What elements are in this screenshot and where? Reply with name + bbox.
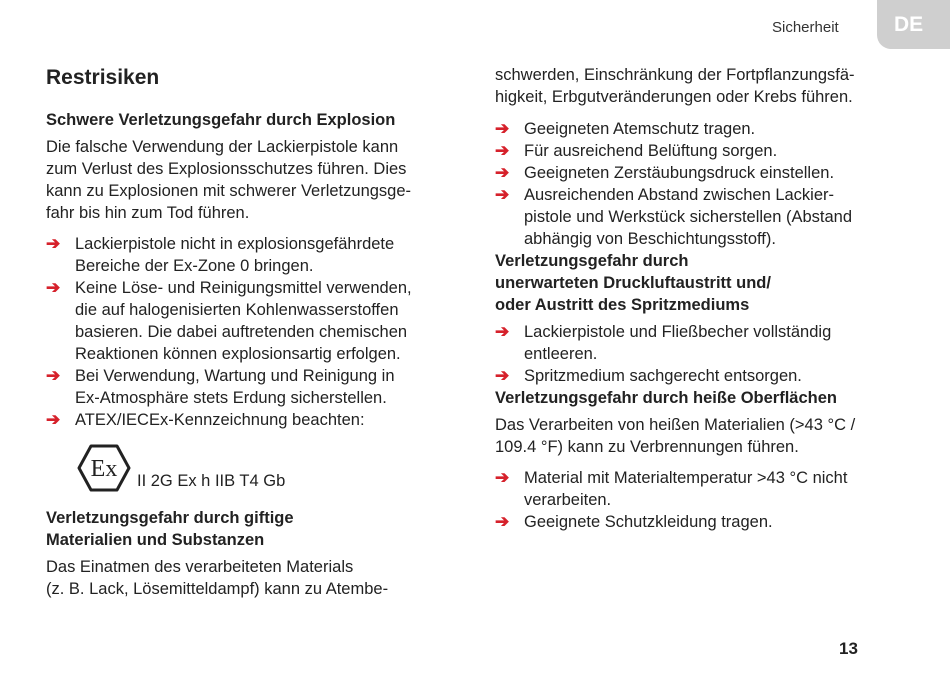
header-section-title: Sicherheit bbox=[772, 19, 839, 36]
arrow-right-icon: ➔ bbox=[46, 366, 61, 385]
list-item: ➔ Geeigneten Atemschutz tragen. bbox=[495, 119, 756, 138]
left-column bbox=[46, 64, 461, 609]
list-item: ➔ Geeigneten Zerstäubungsdruck einstellen. bbox=[495, 163, 835, 182]
toxic-bullets bbox=[495, 118, 913, 250]
list-item: ➔ Bei Verwendung, Wartung und Reinigung in Ex-Atmosphäre stets Erdung sicherstellen. bbox=[46, 366, 395, 407]
arrow-right-icon: ➔ bbox=[46, 278, 61, 297]
language-tab: DE bbox=[877, 0, 950, 49]
ex-hexagon-icon bbox=[77, 443, 131, 493]
arrow-right-icon: ➔ bbox=[46, 410, 61, 429]
hot-surfaces-heading: Verletzungsgefahr durch heiße Oberflächen bbox=[495, 389, 837, 407]
explosion-bullets bbox=[46, 233, 461, 431]
svg-text:Ex: Ex bbox=[90, 456, 118, 482]
arrow-right-icon: ➔ bbox=[495, 141, 510, 160]
list-item: ➔ ATEX/IECEx-Kennzeichnung beachten: bbox=[46, 410, 365, 429]
toxic-text-right: schwerden, Einschränkung der Fortpflanzungsfä- higkeit, Erbgutveränderungen oder Krebs führen. bbox=[495, 66, 855, 106]
right-column bbox=[495, 64, 913, 533]
list-item: ➔ Geeignete Schutzkleidung tragen. bbox=[495, 512, 773, 531]
list-item: ➔ Für ausreichend Belüftung sorgen. bbox=[495, 141, 778, 160]
compressed-air-bullets bbox=[495, 321, 913, 387]
arrow-right-icon: ➔ bbox=[495, 468, 510, 487]
atex-marking bbox=[77, 443, 461, 493]
list-item: ➔ Lackierpistole nicht in explosionsgefährdete Bereiche der Ex-Zone 0 bringen. bbox=[46, 234, 395, 275]
explosion-text: Die falsche Verwendung der Lackierpistole kann zum Verlust des Explosionsschutzes führen. Dies kann zu Explosionen mit schwerer Verletzungsge- fahr bis hin zum Tod führen. bbox=[46, 138, 412, 222]
arrow-right-icon: ➔ bbox=[495, 366, 510, 385]
toxic-heading: Verletzungsgefahr durch giftige Materialien und Substanzen bbox=[46, 509, 294, 549]
list-item: ➔ Lackierpistole und Fließbecher vollständig entleeren. bbox=[495, 322, 832, 363]
compressed-air-heading: Verletzungsgefahr durch unerwarteten Druckluftaustritt und/ oder Austritt des Spritzmediums bbox=[495, 252, 771, 314]
atex-marking-text: II 2G Ex h IIB T4 Gb bbox=[137, 472, 286, 490]
arrow-right-icon: ➔ bbox=[495, 119, 510, 138]
arrow-right-icon: ➔ bbox=[495, 163, 510, 182]
arrow-right-icon: ➔ bbox=[46, 234, 61, 253]
explosion-heading: Schwere Verletzungsgefahr durch Explosion bbox=[46, 111, 396, 129]
list-item: ➔ Ausreichenden Abstand zwischen Lackier- pistole und Werkstück sicherstellen (Abstand abhängig von Beschichtungsstoff). bbox=[495, 185, 853, 248]
arrow-right-icon: ➔ bbox=[495, 185, 510, 204]
arrow-right-icon: ➔ bbox=[495, 322, 510, 341]
list-item: ➔ Spritzmedium sachgerecht entsorgen. bbox=[495, 366, 802, 385]
hot-surfaces-bullets bbox=[495, 467, 913, 533]
toxic-text-left: Das Einatmen des verarbeiteten Materials (z. B. Lack, Lösemitteldampf) kann zu Atembe- bbox=[46, 558, 389, 598]
hot-surfaces-text: Das Verarbeiten von heißen Materialien (>43 °C / 109.4 °F) kann zu Verbrennungen führen. bbox=[495, 416, 856, 456]
page-number: 13 bbox=[839, 639, 858, 658]
list-item: ➔ Material mit Materialtemperatur >43 °C nicht verarbeiten. bbox=[495, 468, 848, 509]
list-item: ➔ Keine Löse- und Reinigungsmittel verwenden, die auf halogenisierten Kohlenwasserstoffen basieren. Die dabei auftretenden chemischen Reaktionen können explosionsartig erfolgen. bbox=[46, 278, 412, 363]
arrow-right-icon: ➔ bbox=[495, 512, 510, 531]
page-title: Restrisiken bbox=[46, 66, 160, 89]
